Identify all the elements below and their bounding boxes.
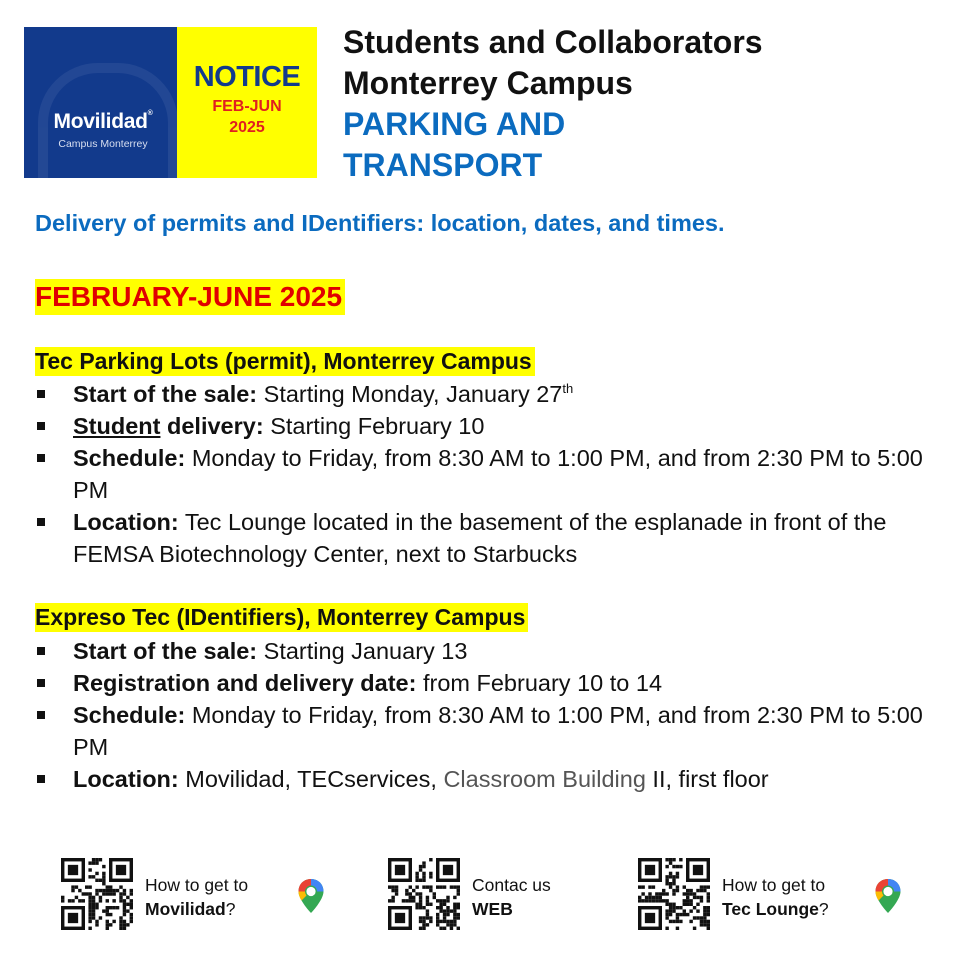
notice-title: NOTICE <box>193 61 301 93</box>
parking-list <box>35 378 935 570</box>
qr-tec-lounge[interactable]: How to get to Tec Lounge? <box>638 858 908 932</box>
notice-date: FEB-JUN 2025 <box>212 98 282 136</box>
header-line-4: TRANSPORT <box>343 147 543 183</box>
header-line-2: Monterrey Campus <box>343 65 633 101</box>
parking-section-title: Tec Parking Lots (permit), Monterrey Campus <box>35 347 535 376</box>
list-item: Student delivery: Starting February 10 <box>35 410 935 442</box>
map-pin-icon <box>297 878 325 914</box>
bullet-icon <box>37 422 45 430</box>
list-item: Start of the sale: Starting January 13 <box>35 635 935 667</box>
qr-movilidad[interactable]: How to get to Movilidad? <box>61 858 331 932</box>
list-item: Registration and delivery date: from February 10 to 14 <box>35 667 935 699</box>
notice-badge <box>177 27 317 178</box>
qr-contact[interactable]: Contac us WEB <box>388 858 588 932</box>
page-header <box>343 22 763 186</box>
list-item: Location: Movilidad, TECservices, Classroom Building II, first floor <box>35 763 935 795</box>
header-line-1: Students and Collaborators <box>343 24 763 60</box>
qr-code-icon[interactable] <box>388 858 460 930</box>
bullet-icon <box>37 454 45 462</box>
bullet-icon <box>37 647 45 655</box>
logo-wordmark: Movilidad® <box>53 110 153 133</box>
expreso-section-title: Expreso Tec (IDentifiers), Monterrey Campus <box>35 603 528 632</box>
list-item: Schedule: Monday to Friday, from 8:30 AM to 1:00 PM, and from 2:30 PM to 5:00 PM <box>35 699 935 763</box>
bullet-icon <box>37 679 45 687</box>
bullet-icon <box>37 711 45 719</box>
period-heading: FEBRUARY-JUNE 2025 <box>35 279 345 315</box>
list-item: Location: Tec Lounge located in the basement of the esplanade in front of the FEMSA Biotechnology Center, next to Starbucks <box>35 506 935 570</box>
list-item: Start of the sale: Starting Monday, January 27th <box>35 378 935 410</box>
list-item: Schedule: Monday to Friday, from 8:30 AM to 1:00 PM, and from 2:30 PM to 5:00 PM <box>35 442 935 506</box>
qr-code-icon[interactable] <box>61 858 133 930</box>
bullet-icon <box>37 775 45 783</box>
bullet-icon <box>37 518 45 526</box>
header-line-3: PARKING AND <box>343 106 566 142</box>
page-subtitle: Delivery of permits and IDentifiers: location, dates, and times. <box>35 210 725 236</box>
bullet-icon <box>37 390 45 398</box>
movilidad-logo <box>24 27 177 178</box>
logo-subtitle: Campus Monterrey <box>58 138 148 150</box>
qr-code-icon[interactable] <box>638 858 710 930</box>
expreso-list <box>35 635 935 795</box>
map-pin-icon <box>874 878 902 914</box>
